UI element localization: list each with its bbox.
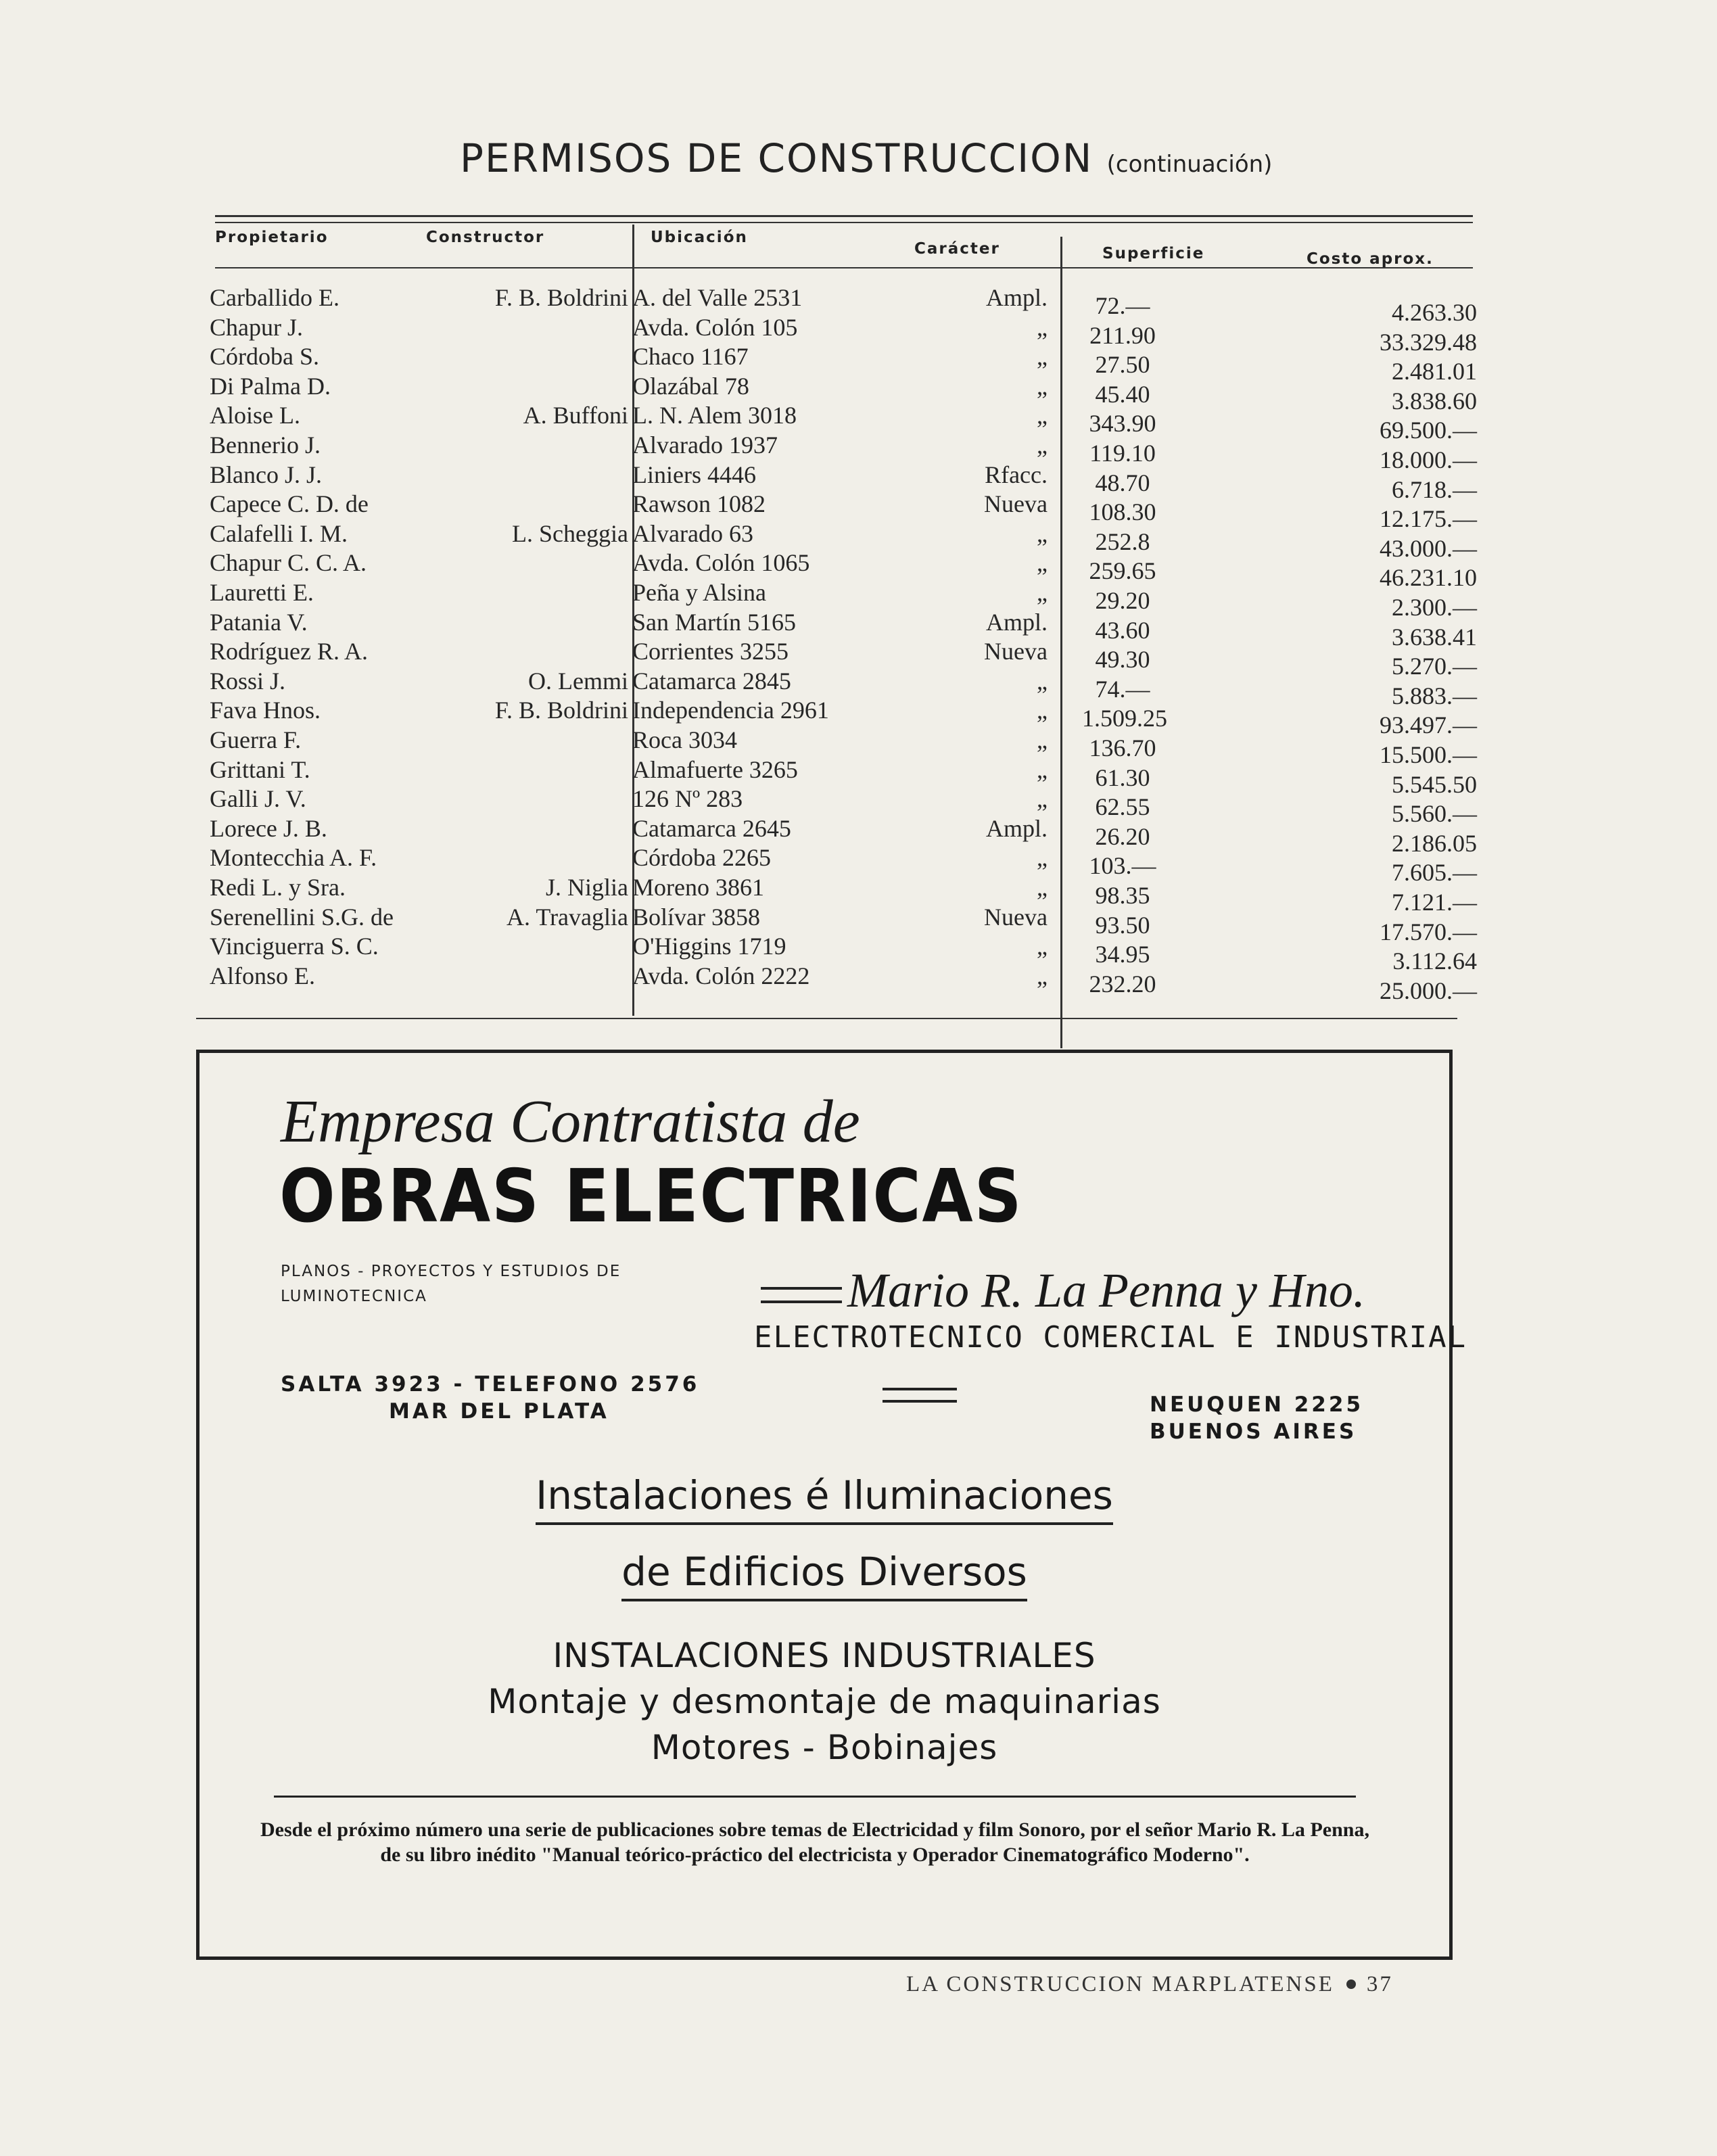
cell-costo: 43.000.— <box>1380 534 1477 562</box>
cell-caracter: „ <box>1037 697 1048 724</box>
cell-constructor: O. Lemmi <box>528 667 628 695</box>
footer-magazine: LA CONSTRUCCION MARPLATENSE <box>906 1972 1334 1996</box>
cell-superficie: 108.30 <box>1089 498 1156 526</box>
cell-costo: 5.883.— <box>1392 682 1477 709</box>
cell-costo: 2.481.01 <box>1392 358 1477 385</box>
cell-caracter: „ <box>1037 343 1048 371</box>
cell-superficie: 72.— <box>1095 292 1150 319</box>
cell-superficie: 252.8 <box>1095 528 1150 555</box>
cell-ubicacion: Bolívar 3858 <box>632 903 760 931</box>
cell-caracter: „ <box>1037 962 1048 989</box>
cell-ubicacion: Alvarado 63 <box>632 519 753 547</box>
cell-propietario: Redi L. y Sra. <box>210 874 346 901</box>
cell-costo: 5.545.50 <box>1392 770 1477 798</box>
cell-caracter: „ <box>1037 844 1048 872</box>
header-ubicacion: Ubicación <box>651 229 748 246</box>
title-sub: (continuación) <box>1106 151 1273 178</box>
cell-caracter: „ <box>1037 874 1048 901</box>
cell-caracter: Ampl. <box>985 814 1048 842</box>
cell-propietario: Bennerio J. <box>210 431 321 459</box>
cell-propietario: Vinciguerra S. C. <box>210 933 379 960</box>
cell-superficie: 232.20 <box>1089 970 1156 998</box>
cell-ubicacion: Avda. Colón 1065 <box>632 549 810 577</box>
header-caracter: Carácter <box>914 240 1000 258</box>
cell-ubicacion: Chaco 1167 <box>632 343 749 371</box>
ad-script-title: Empresa Contratista de <box>281 1088 860 1155</box>
cell-caracter: „ <box>1037 579 1048 606</box>
cell-superficie: 119.10 <box>1089 440 1156 467</box>
cell-ubicacion: Rawson 1082 <box>632 490 766 518</box>
cell-costo: 33.329.48 <box>1380 328 1477 356</box>
cell-propietario: Blanco J. J. <box>210 461 322 488</box>
cell-caracter: „ <box>1037 313 1048 341</box>
cell-superficie: 93.50 <box>1095 911 1150 939</box>
cell-costo: 6.718.— <box>1392 475 1477 503</box>
title-main: PERMISOS DE CONSTRUCCION <box>460 135 1093 181</box>
cell-ubicacion: A. del Valle 2531 <box>632 284 803 311</box>
cell-constructor: L. Scheggia <box>512 519 628 547</box>
header-bottom-rule <box>215 267 1473 268</box>
cell-propietario: Chapur J. <box>210 313 303 341</box>
ad-note: Desde el próximo número una serie de publicaciones sobre temas de Electricidad y film Sonoro, por el señor Mario R. La Penna, de su libro inédito "Manual teórico-práctico del electricista y Operador Cinematográfico Moderno". <box>260 1819 1369 1866</box>
cell-ubicacion: Avda. Colón 105 <box>632 313 798 341</box>
cell-superficie: 49.30 <box>1095 646 1150 674</box>
cell-caracter: „ <box>1037 402 1048 429</box>
cell-propietario: Chapur C. C. A. <box>210 549 367 577</box>
ad-address-right <box>1150 1391 1363 1445</box>
cell-superficie: 26.20 <box>1095 822 1150 850</box>
ad-line1: Instalaciones é Iluminaciones <box>199 1472 1449 1518</box>
cell-ubicacion: Independencia 2961 <box>632 697 829 724</box>
cell-costo: 5.270.— <box>1392 653 1477 680</box>
ad-line5: Motores - Bobinajes <box>651 1728 998 1767</box>
advertisement-box <box>196 1050 1467 1960</box>
cell-caracter: „ <box>1037 667 1048 695</box>
page-title <box>460 135 1272 181</box>
cell-costo: 15.500.— <box>1380 741 1477 768</box>
cell-superficie: 45.40 <box>1095 380 1150 408</box>
cell-costo: 46.231.10 <box>1380 564 1477 592</box>
cell-propietario: Serenellini S.G. de <box>210 903 394 931</box>
ad-address-right-line2: BUENOS AIRES <box>1150 1420 1357 1444</box>
cell-caracter: Nueva <box>984 638 1048 665</box>
cell-propietario: Carballido E. <box>210 284 339 311</box>
cell-constructor: F. B. Boldrini <box>494 284 628 311</box>
cell-caracter: „ <box>1037 933 1048 960</box>
ad-planos: PLANOS - PROYECTOS Y ESTUDIOS DE LUMINOTECNICA <box>281 1263 621 1305</box>
cell-superficie: 211.90 <box>1089 321 1156 349</box>
cell-caracter: Nueva <box>984 490 1048 518</box>
cell-caracter: Ampl. <box>985 284 1048 311</box>
cell-propietario: Lorece J. B. <box>210 814 327 842</box>
cell-constructor: A. Travaglia <box>507 903 628 931</box>
cell-caracter: „ <box>1037 726 1048 753</box>
cell-superficie: 1.509.25 <box>1082 705 1167 732</box>
table-top-rule <box>215 215 1473 217</box>
cell-superficie: 136.70 <box>1089 734 1156 761</box>
ad-line3: INSTALACIONES INDUSTRIALES <box>552 1636 1096 1675</box>
cell-ubicacion: Corrientes 3255 <box>632 638 789 665</box>
ad-address-left <box>281 1371 699 1425</box>
cell-propietario: Grittani T. <box>210 755 310 783</box>
cell-propietario: Rodríguez R. A. <box>210 638 368 665</box>
page-footer <box>906 1972 1393 1997</box>
cell-propietario: Capece C. D. de <box>210 490 369 518</box>
ad-firm-name <box>761 1263 1365 1319</box>
ad-address-left-line2: MAR DEL PLATA <box>389 1399 609 1424</box>
cell-caracter: „ <box>1037 785 1048 813</box>
cell-caracter: „ <box>1037 431 1048 459</box>
cell-ubicacion: San Martín 5165 <box>632 608 796 636</box>
cell-superficie: 98.35 <box>1095 882 1150 909</box>
cell-ubicacion: Avda. Colón 2222 <box>632 962 810 989</box>
ad-big-title: OBRAS ELECTRICAS <box>279 1154 1023 1239</box>
footer-page-number: 37 <box>1366 1972 1393 1996</box>
cell-superficie: 43.60 <box>1095 616 1150 644</box>
cell-propietario: Fava Hnos. <box>210 697 321 724</box>
cell-caracter: Nueva <box>984 903 1048 931</box>
cell-ubicacion: Olazábal 78 <box>632 372 749 400</box>
double-rule-divider <box>883 1388 957 1403</box>
bullet-icon <box>1346 1979 1356 1989</box>
cell-propietario: Galli J. V. <box>210 785 306 813</box>
cell-costo: 3.838.60 <box>1392 387 1477 415</box>
ad-firm-text: Mario R. La Penna y Hno. <box>847 1263 1365 1317</box>
ad-address-left-line1: SALTA 3923 - TELEFONO 2576 <box>281 1372 700 1397</box>
cell-costo: 5.560.— <box>1392 800 1477 828</box>
cell-superficie: 74.— <box>1095 675 1150 703</box>
cell-ubicacion: 126 Nº 283 <box>632 785 743 813</box>
cell-ubicacion: Almafuerte 3265 <box>632 755 798 783</box>
cell-propietario: Aloise L. <box>210 402 300 429</box>
column-divider-superficie <box>1060 237 1062 1048</box>
header-superficie: Superficie <box>1102 245 1205 262</box>
cell-superficie: 62.55 <box>1095 793 1150 821</box>
cell-superficie: 343.90 <box>1089 410 1156 438</box>
cell-costo: 25.000.— <box>1380 977 1477 1004</box>
header-propietario: Propietario <box>215 229 329 246</box>
cell-costo: 4.263.30 <box>1392 299 1477 326</box>
cell-ubicacion: Roca 3034 <box>632 726 737 753</box>
cell-superficie: 259.65 <box>1089 557 1156 585</box>
ad-line4: Montaje y desmontaje de maquinarias <box>488 1682 1161 1721</box>
cell-costo: 7.605.— <box>1392 859 1477 887</box>
cell-ubicacion: Catamarca 2645 <box>632 814 791 842</box>
cell-superficie: 61.30 <box>1095 764 1150 791</box>
cell-ubicacion: Alvarado 1937 <box>632 431 778 459</box>
cell-ubicacion: Liniers 4446 <box>632 461 756 488</box>
cell-ubicacion: L. N. Alem 3018 <box>632 402 797 429</box>
cell-propietario: Córdoba S. <box>210 343 319 371</box>
cell-propietario: Guerra F. <box>210 726 302 753</box>
cell-caracter: „ <box>1037 372 1048 400</box>
header-constructor: Constructor <box>426 229 545 246</box>
cell-propietario: Calafelli I. M. <box>210 519 348 547</box>
cell-costo: 3.112.64 <box>1392 947 1477 975</box>
cell-ubicacion: Córdoba 2265 <box>632 844 771 872</box>
cell-superficie: 34.95 <box>1095 941 1150 968</box>
cell-caracter: Rfacc. <box>985 461 1048 488</box>
cell-costo: 93.497.— <box>1380 711 1477 739</box>
cell-ubicacion: O'Higgins 1719 <box>632 933 786 960</box>
cell-costo: 2.186.05 <box>1392 829 1477 857</box>
cell-caracter: Ampl. <box>985 608 1048 636</box>
cell-propietario: Di Palma D. <box>210 372 331 400</box>
cell-ubicacion: Peña y Alsina <box>632 579 766 606</box>
ad-address-right-line1: NEUQUEN 2225 <box>1150 1392 1364 1417</box>
double-rule-icon <box>761 1287 842 1303</box>
cell-costo: 2.300.— <box>1392 594 1477 621</box>
ad-note-rule <box>274 1796 1356 1798</box>
cell-propietario: Alfonso E. <box>210 962 315 989</box>
cell-ubicacion: Moreno 3861 <box>632 874 764 901</box>
cell-propietario: Lauretti E. <box>210 579 314 606</box>
cell-superficie: 48.70 <box>1095 469 1150 496</box>
table-bottom-rule <box>196 1018 1457 1019</box>
header-costo: Costo aprox. <box>1307 250 1434 268</box>
cell-propietario: Montecchia A. F. <box>210 844 377 872</box>
cell-superficie: 27.50 <box>1095 351 1150 379</box>
cell-costo: 17.570.— <box>1380 918 1477 945</box>
cell-costo: 69.500.— <box>1380 417 1477 444</box>
cell-superficie: 29.20 <box>1095 587 1150 614</box>
cell-ubicacion: Catamarca 2845 <box>632 667 791 695</box>
cell-costo: 7.121.— <box>1392 889 1477 916</box>
ad-electro: ELECTROTECNICO COMERCIAL E INDUSTRIAL <box>754 1320 1467 1355</box>
cell-costo: 18.000.— <box>1380 446 1477 473</box>
cell-constructor: F. B. Boldrini <box>494 697 628 724</box>
cell-caracter: „ <box>1037 549 1048 577</box>
cell-propietario: Rossi J. <box>210 667 286 695</box>
cell-superficie: 103.— <box>1089 852 1156 880</box>
ad-line2: de Edificios Diversos <box>199 1549 1449 1595</box>
cell-costo: 3.638.41 <box>1392 623 1477 651</box>
cell-costo: 12.175.— <box>1380 505 1477 533</box>
table-top-rule-2 <box>215 222 1473 223</box>
cell-constructor: A. Buffoni <box>523 402 628 429</box>
cell-caracter: „ <box>1037 755 1048 783</box>
cell-propietario: Patania V. <box>210 608 308 636</box>
cell-constructor: J. Niglia <box>546 874 628 901</box>
cell-caracter: „ <box>1037 519 1048 547</box>
